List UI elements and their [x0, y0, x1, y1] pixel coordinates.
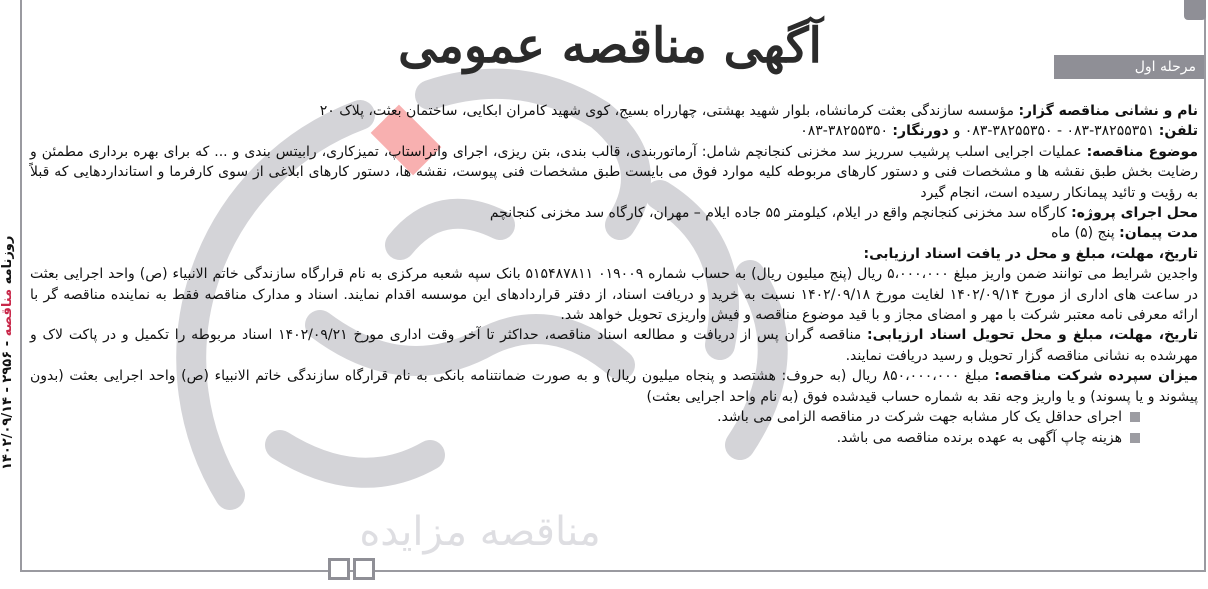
headline: آگهی مناقصه عمومی [398, 18, 822, 74]
bullet-square-icon [1130, 433, 1140, 443]
bullet-item-2: هزینه چاپ آگهی به عهده برنده مناقصه می باشد. [30, 428, 1198, 448]
duration-line: مدت پیمان: پنج (۵) ماه [1051, 225, 1198, 242]
phone-line: تلفن: ۳۸۲۵۵۳۵۱-۰۸۳ - ۳۸۲۵۵۳۵۰-۰۸۳ و دورنگار: ۳۸۲۵۵۳۵۰-۰۸۳ [800, 123, 1198, 140]
corner-tab [1184, 0, 1206, 20]
delivery-paragraph: تاریخ، مهلت، مبلغ و محل تحویل اسناد ارزیابی: مناقصه گران پس از دریافت و مطالعه اسناد مناقصه، حداکثر تا آخر وقت اداری مورخ ۱۴۰۲/۰۹/۲۱ اسناد مربوطه را تکمیل و در پاکت لاک و مهرشده به نشانی مناقصه گزار تحویل و رسید دریافت نمایند. [30, 327, 1199, 364]
receipt-heading: تاریخ، مهلت، مبلغ و محل در یافت اسناد ارزیابی: [863, 245, 1198, 262]
side-publication-label [0, 236, 15, 470]
side-rest: - ۲۹۵۶ - ۱۴۰۲/۰۹/۱۴ [0, 340, 15, 470]
watermark-text: مناقصه مزایده [359, 509, 601, 555]
side-brand: مناقصه [0, 288, 15, 337]
bullet-item-1: اجرای حداقل یک کار مشابه جهت شرکت در مناقصه الزامی می باشد. [30, 407, 1198, 427]
notice-content [30, 101, 1198, 448]
bullet-square-icon [1130, 412, 1140, 422]
deposit-paragraph: میزان سپرده شرکت مناقصه: مبلغ ۸۵۰،۰۰۰،۰۰۰ ریال (به حروف: هشتصد و پنجاه میلیون ریال) و به صورت ضمانتنامه بانکی به نام قرارگاه سازندگی خاتم الانبیاء (ص) واحد اجرایی بعثت (بدون پیشوند و یا پسوند) و یا واریز وجه نقد به شماره حساب قیدشده فوق (به نام واحد اجرایی بعثت) [30, 368, 1198, 405]
location-line: محل اجرای پروژه: کارگاه سد مخزنی کنجانچم واقع در ایلام، کیلومتر ۵۵ جاده ایلام – مهران، کارگاه سد مخزنی کنجانچم [489, 205, 1198, 222]
bottom-ornament [328, 558, 375, 580]
organizer-line: نام و نشانی مناقصه گزار: مؤسسه سازندگی بعثت کرمانشاه، بلوار شهید بهشتی، چهارراه بسیج، کوی شهید کامران ابکایی، ساختمان بعثت، پلاک ۲۰ [319, 103, 1198, 119]
stage-label: مرحله اول [1054, 55, 1204, 79]
side-prefix: روزنامه [0, 235, 15, 285]
subject-paragraph: موضوع مناقصه: عملیات اجرایی اسلب پرشیب سرریز سد مخزنی کنجانچم شامل: آرماتوربندی، قالب بندی، بتن ریزی، اجرای واتراستاپ، تمیزکاری، رابیتس بندی و ... که برای بهره برداری مطمئن و رضایت بخش طبق نقشه ها و مشخصات فنی و دستور کارهای مربوطه کلیه موارد فوق می بایست طبق مشخصات فنی پیوست، نقشه ها، دستور کارهای ابلاغی از سوی کارفرما و استانداردهایی که قبلاً به رؤیت و تائید پیمانکار رسیده است، انجام گیرد [30, 143, 1198, 201]
receipt-paragraph: واجدین شرایط می توانند ضمن واریز مبلغ ۵،۰۰۰،۰۰۰ ریال (پنج میلیون ریال) به حساب شماره ۰۱۹۰۰۹ ۵۱۵۴۸۷۸۱۱ بانک سپه شعبه مرکزی به نام قرارگاه سازندگی خاتم الانبیاء (ص) واحد اجرایی بعثت در ساعت های اداری از مورخ ۱۴۰۲/۰۹/۱۴ لغایت مورخ ۱۴۰۲/۰۹/۱۸ نسبت به خرید و دریافت اسناد، از دفتر قراردادهای این موسسه اقدام نمایند. اسناد و مدارک مناقصه فقط به نماینده مناقصه گر با ارائه معرفی نامه معتبر شرکت با مهر و امضای مجاز و با قید موضوع مناقصه و فیش واریزی تحویل خواهد شد. [30, 266, 1199, 324]
